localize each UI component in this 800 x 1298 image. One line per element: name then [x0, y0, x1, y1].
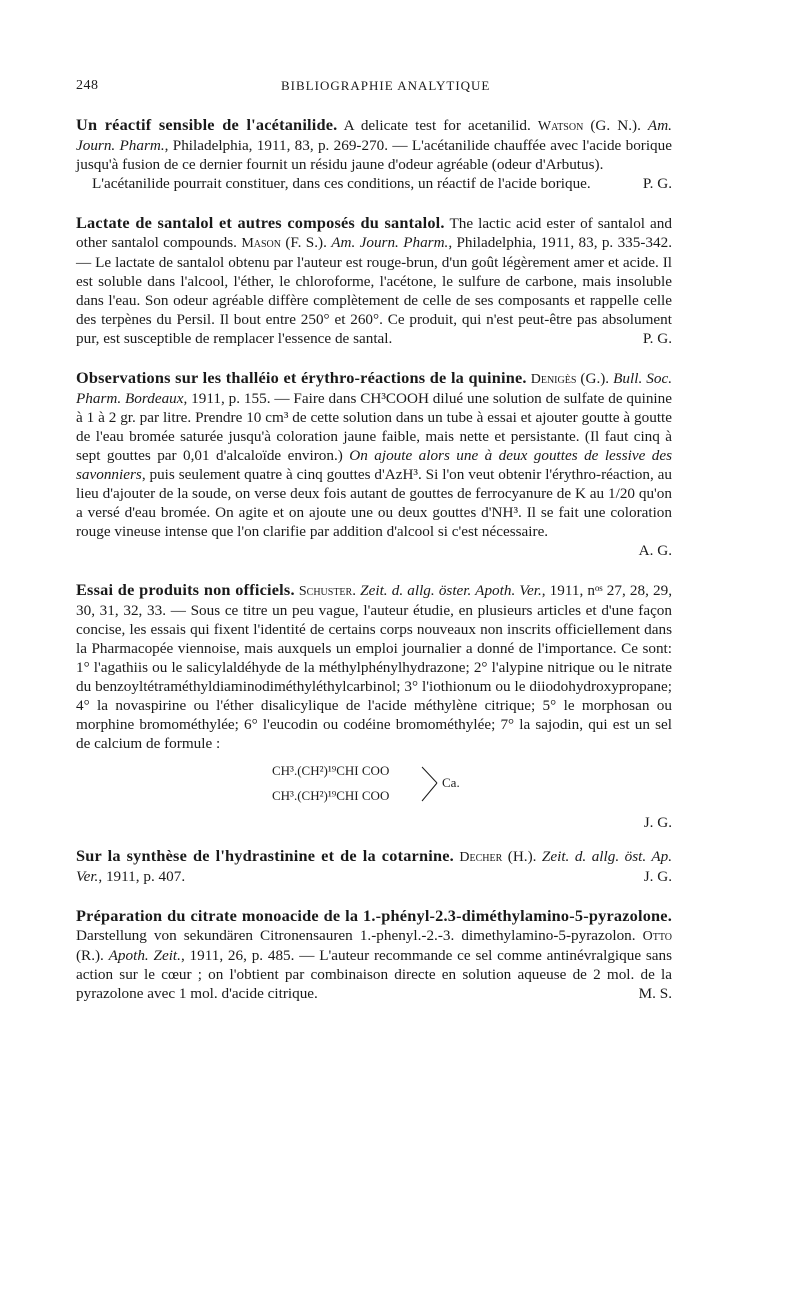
entry-author-initials: . — [352, 582, 361, 599]
entry-signature: J. G. — [643, 868, 672, 885]
entry-author-initials: (F. S.). — [281, 234, 332, 251]
entry-author-initials: (G.). — [576, 370, 614, 387]
entry-text: Darstellung von sekundären Citronensauren 1.-phenyl.-2.-3. dimethylamino-5-pyrazolon. — [76, 927, 643, 944]
entry-details: , 1911, nᵒˢ 27, 28, 29, 30, 31, 32, 33. — Sous ce titre un peu vague, l'auteur étudie, en plusieurs articles et d'une façon concise, les essais qui fixent l'identité de certains corps nouveaux non inscrits officiellement dans la Pharmacopée viennoise, mais auxquels un emploi journalier a donné de l'importance. Ce sont: 1° l'agathiis ou le salicylaldéhyde de la méthylphénylhydrazone; 2° l'alypine nitrique ou le nitrate du benzoyltétraméthyldiaminodiméthyléthylcarbinol; 3° l'iothionum ou le diiodohydroxypropane; 4° la novaspirine ou l'éther disalicylique de l'acide méthylène citrique; 5° le morphosan ou morphine bromométhylée; 6° l'eucodin ou codéine bromométhylée; 7° la sajodin, qui est un sel de calcium de formule : — [76, 582, 673, 752]
entry-author-initials: (H.). — [502, 848, 542, 865]
entry-acetanilide — [76, 115, 672, 193]
entry-signature: A. G. — [638, 542, 672, 559]
entry-signature: P. G. — [642, 330, 672, 347]
entry-text: A delicate test for acetanilid. — [337, 117, 538, 134]
entry-text: L'acétanilide pourrait constituer, dans ces conditions, un réactif de l'acide borique. — [92, 175, 591, 192]
entry-santalol — [76, 213, 672, 348]
page-number: 248 — [76, 78, 99, 93]
formula-bracket — [421, 765, 441, 805]
entry-italic-text: On ajoute alors une à deux gouttes de lessive des savonniers — [76, 447, 672, 483]
entry-pyrazolone — [76, 906, 672, 1003]
entry-journal: Zeit. d. allg. öst. Ap. Ver. — [76, 848, 672, 885]
entry-author-initials: (G. N.). — [583, 117, 648, 134]
entry-hydrastinine — [76, 846, 672, 886]
entry-signature: M. S. — [638, 985, 672, 1002]
entry-title: Observations sur les thalléio et érythro-réactions de la quinine. — [76, 368, 527, 387]
entry-details: , Philadelphia, 1911, 83, p. 335-342. — Le lactate de santalol obtenu par l'auteur est rouge-brun, d'un goût légèrement amer et acide. Il est soluble dans l'alcool, l'éther, le chloroforme, l'acétone, le sulfure de carbone, mais insoluble dans l'eau. Son odeur agréable diffère complètement de celle de ses composants et rappelle celle des terpènes du Persil. Il bout entre 250° et 260°. Ce produit, qui n'est peut-être pas absolument pur, est susceptible de remplacer l'essence de santal. — [76, 234, 672, 347]
entry-produits — [76, 580, 672, 832]
entry-details: , 1911, p. 155. — Faire dans CH³COOH dilué une solution de sulfate de quinine à 1 à 2 gr. par litre. Prendre 10 cm³ de cette solution dans un tube à essai et ajouter goutte à goutte de l'eau bromée saturée jusqu'à coloration jaune faible, mais nette et persistante. (Il faut cinq à sept gouttes par 0,01 d'alcaloïde environ.) — [76, 390, 672, 464]
entry-title: Sur la synthèse de l'hydrastinine et de la cotarnine. — [76, 846, 454, 865]
page-body — [76, 115, 672, 1023]
entry-details: , 1911, 26, p. 485. — L'auteur recommande ce sel comme antinévralgique sans action sur le cœur ; on l'obtient par combinaison directe en solution aqueuse de 2 mol. de la pyrazolone avec 1 mol. d'acide citrique. — [76, 947, 673, 1002]
entry-details: , Philadelphia, 1911, 83, p. 269-270. — L'acétanilide chauffée avec l'acide borique jusqu'à fusion de ce dernier fournit un résidu jaune d'odeur agréable (odeur d'Arbutus). — [76, 137, 672, 173]
formula-line-2: CH³.(CH²)¹⁹CHI COO — [272, 788, 390, 803]
entry-author-initials: (R.). — [76, 947, 109, 964]
sajodin-formula — [76, 757, 672, 811]
entry-journal: Bull. Soc. Pharm. Bordeaux — [76, 370, 673, 407]
running-title: BIBLIOGRAPHIE ANALYTIQUE — [281, 78, 491, 93]
entry-author: Otto — [642, 929, 672, 944]
entry-signature: J. G. — [643, 814, 672, 831]
entry-title: Un réactif sensible de l'acétanilide. — [76, 115, 338, 134]
entry-author: Denigès — [530, 372, 577, 387]
entry-journal: Apoth. Zeit. — [108, 947, 181, 964]
formula-calcium: Ca. — [442, 775, 460, 790]
entry-journal: Am. Journ. Pharm. — [331, 234, 449, 251]
entry-title: Lactate de santalol et autres composés du santalol. — [76, 213, 445, 232]
entry-author: Decher — [459, 850, 503, 865]
entry-author: Schuster — [298, 584, 353, 599]
entry-journal: Zeit. d. allg. öster. Apoth. Ver. — [360, 582, 542, 599]
formula-line-1: CH³.(CH²)¹⁹CHI COO — [272, 763, 390, 778]
entry-signature: P. G. — [642, 175, 672, 192]
entry-details: , puis seulement quatre à cinq gouttes d'AzH³. Si l'on veut obtenir l'érythro-réaction, au lieu d'ajouter de la soude, on verse deux fois autant de gouttes de ferrocyanure de K au 1/20 qu'on a versé d'eau bromée. On agite et on ajoute une ou deux gouttes d'NH³. Il se fait une coloration rouge vineuse intense que l'on clarifie par addition d'alcool si c'est nécessaire. — [76, 466, 672, 540]
entry-author: Mason — [241, 236, 281, 251]
entry-details: , 1911, p. 407. — [98, 868, 186, 885]
entry-author: Watson — [537, 119, 584, 134]
entry-text: The lactic acid ester of santalol and other santalol compounds. — [76, 215, 672, 251]
entry-quinine — [76, 368, 672, 560]
entry-title: Préparation du citrate monoacide de la 1.-phényl-2.3-diméthylamino-5-pyrazolone. — [76, 906, 672, 925]
entry-title: Essai de produits non officiels. — [76, 580, 295, 599]
entry-journal: Am. Journ. Pharm. — [76, 117, 672, 154]
